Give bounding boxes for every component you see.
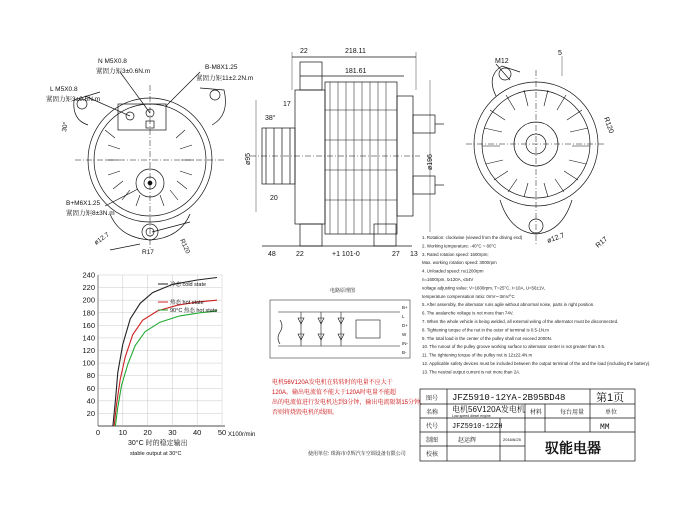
tb-name-sub: Low-speed diesel engine	[452, 414, 491, 418]
front-vent-slots	[105, 130, 194, 206]
tb-check-label: 校核	[426, 452, 439, 458]
tb-code-label: 代号	[426, 424, 439, 430]
label-b-torque: 紧固力矩11±2.2N.m	[196, 75, 254, 82]
label-17: 17	[283, 101, 291, 108]
side-foot-front	[300, 224, 322, 246]
label-22-bot: 22	[296, 251, 304, 258]
tb-scale-label: 每台用量	[560, 410, 585, 416]
footer-usage-note: 使用单位: 珠海市卓辉汽车空调设备有限公司	[308, 451, 406, 457]
tb-name-value: 电机56V120A发电机	[452, 405, 525, 414]
side-foot-rear	[374, 224, 396, 246]
schematic-label: W	[402, 332, 407, 337]
leader-n	[120, 72, 150, 113]
label-m12: M12	[495, 58, 509, 65]
chart-y-tick: 160	[82, 320, 95, 330]
schematic-label: B+	[402, 305, 408, 310]
label-13: 13	[410, 251, 418, 258]
chart-y-tick: 240	[82, 270, 95, 280]
schematic-diodes	[298, 312, 344, 346]
label-b-m6: B+M6X1.25	[66, 200, 101, 207]
legend-label: 90°C 热态 hot state	[170, 308, 218, 314]
tb-name-label: 名称	[426, 410, 439, 416]
legend-label: 热态 hot state	[170, 300, 204, 306]
label-d12-7: ø12.7	[93, 231, 111, 247]
label-101: +1 101-0	[332, 251, 360, 258]
note-line: 12. Applicable safety devices must be included between the output terminal of the and the load (including the battery).	[422, 361, 651, 366]
label-38: 38°	[265, 115, 276, 122]
front-ear-right	[200, 88, 226, 125]
schematic-label: IN-	[402, 341, 408, 346]
side-front-housing	[295, 90, 325, 224]
label-218: 218.11	[345, 48, 366, 55]
chart-legend	[158, 280, 217, 314]
red-note-line: 出的电流值进行发电机达到3分钟，输出电流限制15分钟，	[272, 400, 427, 406]
label-5: 5	[558, 50, 562, 57]
label-r17: R17	[142, 249, 154, 256]
note-line: 13. The neutral output current is not more than 2A.	[422, 369, 521, 375]
tb-part-number: JFZ5910-12YA-2B95BD48	[452, 393, 566, 403]
label-n-m5: N M5X0.8	[98, 58, 127, 65]
note-line: 1. Rotation: clockwise (viewed from the driving end)	[422, 235, 523, 240]
chart-y-tick: 60	[86, 383, 95, 393]
schematic-frame	[270, 300, 410, 358]
note-line: 9. The total load in the center of the pulley shall not exceed 2000N.	[422, 335, 553, 341]
tb-company: 驭能电器	[545, 440, 601, 456]
chart-series-line-2	[115, 311, 217, 426]
chart-x-tick: 10	[118, 428, 127, 437]
label-95: ø95	[245, 152, 252, 165]
chart-x-tick: 40	[193, 428, 202, 437]
schematic-labels	[402, 305, 409, 355]
chart-y-tick: 180	[82, 308, 95, 318]
tb-date-value: 2016/6/25	[503, 437, 521, 442]
chart-y-tick: 140	[82, 333, 95, 343]
tb-code-value: JFZ5910-12ZH	[452, 423, 503, 431]
leader-r17	[110, 244, 140, 250]
chart-y-tick: 200	[82, 295, 95, 305]
label-20: 20	[270, 195, 278, 202]
chart-ticks	[82, 271, 226, 438]
side-fins	[325, 82, 397, 234]
red-note-line: 电机56V120A发电机在转转时的电量不应大于	[272, 380, 393, 386]
note-line: voltage adjusting value: V=1600rpm, T=25°C, I=10A, U=56±1V,	[422, 285, 546, 291]
circuit-schematic	[270, 287, 410, 358]
chart-y-tick: 100	[82, 358, 95, 368]
output-curve-chart	[82, 271, 255, 458]
side-view	[250, 52, 444, 246]
tb-unit-value: MM	[600, 423, 610, 432]
legend-label: 冷态 cold state	[170, 282, 207, 288]
tb-material-label: 材料	[530, 410, 543, 416]
chart-y-tick: 20	[86, 408, 95, 418]
rear-view	[466, 56, 606, 244]
chart-y-tick: 120	[82, 346, 95, 355]
chart-y-tick: 40	[86, 396, 95, 406]
label-rear-r17: R17	[594, 235, 610, 250]
label-22-top: 22	[300, 48, 308, 55]
note-line: 2. Working temperature: -40°C ~ 80°C	[422, 243, 497, 249]
chart-x-label: X100r/min	[228, 432, 256, 438]
schematic-stator-coil	[278, 320, 282, 344]
schematic-regulator	[356, 320, 380, 338]
note-line: 3. Rated rotation speed: 1600rpm;	[422, 251, 489, 257]
chart-y-tick: 220	[82, 283, 95, 293]
note-line: n=1600rpm, I≥120A, ≤54V	[422, 277, 474, 282]
label-181: 181.61	[345, 68, 367, 75]
label-n-torque: 紧固力矩3±0.6N.m	[96, 68, 151, 75]
label-l-m5: L M5X0.8	[50, 86, 78, 93]
red-note-line: 120A。输出电流值不能大于120A时电量不能超	[272, 390, 397, 396]
label-30deg: 30°	[61, 121, 70, 133]
rear-ear-left	[492, 66, 520, 96]
label-r120: R120	[178, 237, 192, 255]
chart-x-tick: 20	[143, 428, 152, 437]
chart-x-tick: 50	[217, 428, 227, 437]
note-line: 6. The avalanche voltage is not more than 74V.	[422, 310, 514, 316]
label-l-torque: 紧固力矩3±0.6N.m	[46, 96, 101, 103]
chart-x-tick: 0	[95, 428, 101, 437]
label-rear-r120: R120	[602, 116, 615, 135]
tb-part-label: 图号	[426, 396, 439, 402]
tb-drawn-label: 制图	[426, 438, 439, 444]
tb-page: 第1页	[596, 392, 625, 404]
technical-notes	[422, 235, 650, 374]
schematic-label: D+	[402, 323, 408, 328]
rear-view-labels	[495, 50, 614, 250]
leader-bm8	[166, 72, 200, 106]
front-view-labels	[46, 58, 253, 256]
red-note-line: 否则将烧毁电机的线圈。	[272, 410, 339, 416]
label-196: ø196	[427, 154, 434, 170]
note-line: 11. The tightening torque of the pulley nut is 12±22.4N.m	[422, 352, 533, 358]
side-terminal-bottom	[413, 176, 435, 194]
chart-annotation-30: 30°C 时的稳定输出	[128, 440, 188, 447]
red-warning-note	[272, 378, 426, 416]
tb-drawn-value: 赵运辉	[458, 438, 477, 444]
note-line: 5. After assembly, the alternator runs agile without abnormal noise, parts in right position.	[422, 302, 595, 308]
schematic-label: B-	[402, 350, 407, 355]
side-view-labels	[245, 48, 434, 258]
label-rear-d12: ø12.7	[546, 232, 566, 245]
label-27: 27	[392, 251, 400, 258]
note-line: temperature compensation ratio: 0mV~-3mV/°C	[422, 293, 515, 299]
note-line: 8. Tightening torque of the nut in the outer of terminal is 0.5-1N.m	[422, 327, 549, 333]
schematic-label: L	[402, 314, 405, 319]
chart-y-tick: 80	[86, 371, 95, 381]
chart-x-tick: 30	[168, 428, 177, 437]
note-line: Max. working rotation speed: 3000rpm	[422, 260, 497, 266]
right-mount-hole	[210, 90, 220, 100]
label-b-m6-torque: 紧固力矩8±3N.m	[66, 210, 115, 217]
note-line: 10. The runout of the pulley groove working surface to alternator center is not greater than 0.5.	[422, 344, 606, 350]
leader-r120	[152, 222, 190, 232]
side-terminal-top	[413, 115, 435, 133]
label-b-m8: B-M8X1.25	[205, 64, 238, 71]
note-line: 7. When the whole vehicle is being welded, all external wiring of the alternator must be disconnected.	[422, 319, 619, 324]
note-line: 4. Unloaded speed: n≤1200rpm	[422, 268, 484, 274]
leader-bm6	[105, 189, 138, 206]
chart-annotation-30-en: stable output at 30°C	[130, 451, 182, 457]
tb-unit-label: 单位	[605, 410, 618, 416]
label-48: 48	[268, 251, 276, 258]
schematic-title: 电路原理图	[330, 288, 356, 294]
front-terminal-block	[118, 104, 166, 130]
